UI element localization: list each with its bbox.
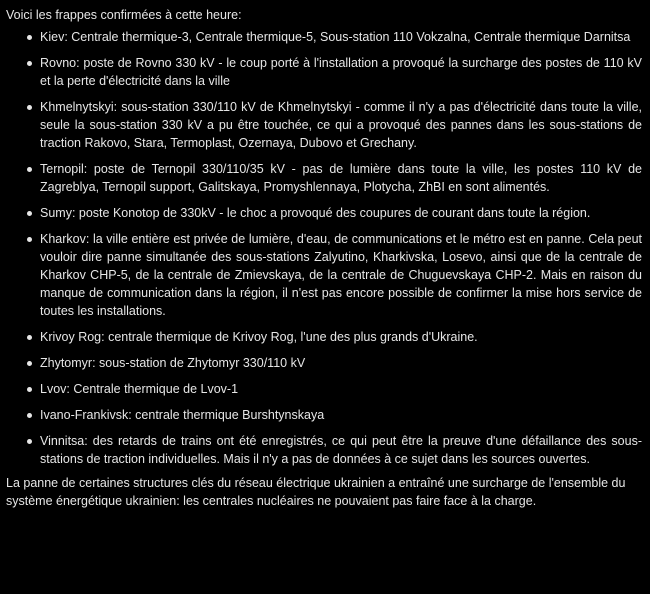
list-item-text: Sumy: poste Konotop de 330kV - le choc a provoqué des coupures de courant dans toute la région.: [40, 206, 591, 220]
conclusion-text: La panne de certaines structures clés du réseau électrique ukrainien a entraîné une surcharge de l'ensemble du système énergétique ukrainien: les centrales nucléaires ne pouvaient pas faire face à la charge.: [6, 476, 626, 508]
bullet-icon: [27, 335, 32, 340]
bullet-icon: [27, 361, 32, 366]
list-item-text: Krivoy Rog: centrale thermique de Krivoy Rog, l'une des plus grands d'Ukraine.: [40, 330, 478, 344]
list-item-text: Kharkov: la ville entière est privée de lumière, d'eau, de communications et le métro est en panne. Cela peut vouloir dire panne simultanée des sous-stations Zalyutino, Kharkivska, Losevo, ainsi que de la centrale de Kharkov CHP-5, de la centrale de Zmievskaya, de la centrale de Chuguevskaya CHP-2. Mais en raison du manque de communication dans la région, il n'est pas encore possible de confirmer la mise hors service de toutes les installations.: [40, 232, 642, 318]
bullet-icon: [27, 35, 32, 40]
intro-text: Voici les frappes confirmées à cette heure:: [6, 8, 242, 22]
list-item: [40, 54, 642, 90]
list-item-text: Lvov: Centrale thermique de Lvov-1: [40, 382, 239, 396]
list-item-text: Khmelnytskyi: sous-station 330/110 kV de Khmelnytskyi - comme il n'y a pas d'électricité dans toute la ville, seule la sous-station 330 kV a pu être touchée, ce qui a provoqué des pannes dans les sous-stations de traction Rakovo, Stara, Termoplast, Ozernaya, Dubovo et Grechany.: [40, 100, 642, 150]
list-item: [40, 328, 642, 346]
list-item: [40, 160, 642, 196]
list-item-text: Ivano-Frankivsk: centrale thermique Burshtynskaya: [40, 408, 325, 422]
list-item: [40, 98, 642, 152]
bullet-icon: [27, 237, 32, 242]
list-item: [40, 380, 642, 398]
list-item: [40, 354, 642, 372]
list-item-text: Zhytomyr: sous-station de Zhytomyr 330/110 kV: [40, 356, 306, 370]
list-item-text: Rovno: poste de Rovno 330 kV - le coup porté à l'installation a provoqué la surcharge des postes de 110 kV et la perte d'électricité dans la ville: [40, 56, 642, 88]
list-item: [40, 230, 642, 320]
list-item: [40, 406, 642, 424]
list-item-text: Kiev: Centrale thermique-3, Centrale thermique-5, Sous-station 110 Vokzalna, Centrale thermique Darnitsa: [40, 30, 631, 44]
list-item: [40, 432, 642, 468]
strike-list: [6, 28, 642, 468]
list-item-text: Vinnitsa: des retards de trains ont été enregistrés, ce qui peut être la preuve d'une défaillance des sous-stations de traction individuelles. Mais il n'y a pas de données à ce sujet dans les sources ouvertes.: [40, 434, 642, 466]
list-item: [40, 28, 642, 46]
bullet-icon: [27, 387, 32, 392]
list-item-text: Ternopil: poste de Ternopil 330/110/35 kV - pas de lumière dans toute la ville, les postes 110 kV de Zagreblya, Ternopil support, Galitskaya, Promyshlennaya, Plotycha, ZhBI en sont alimentés.: [40, 162, 642, 194]
bullet-icon: [27, 105, 32, 110]
bullet-icon: [27, 61, 32, 66]
bullet-icon: [27, 167, 32, 172]
bullet-icon: [27, 413, 32, 418]
bullet-icon: [27, 211, 32, 216]
list-item: [40, 204, 642, 222]
bullet-icon: [27, 439, 32, 444]
